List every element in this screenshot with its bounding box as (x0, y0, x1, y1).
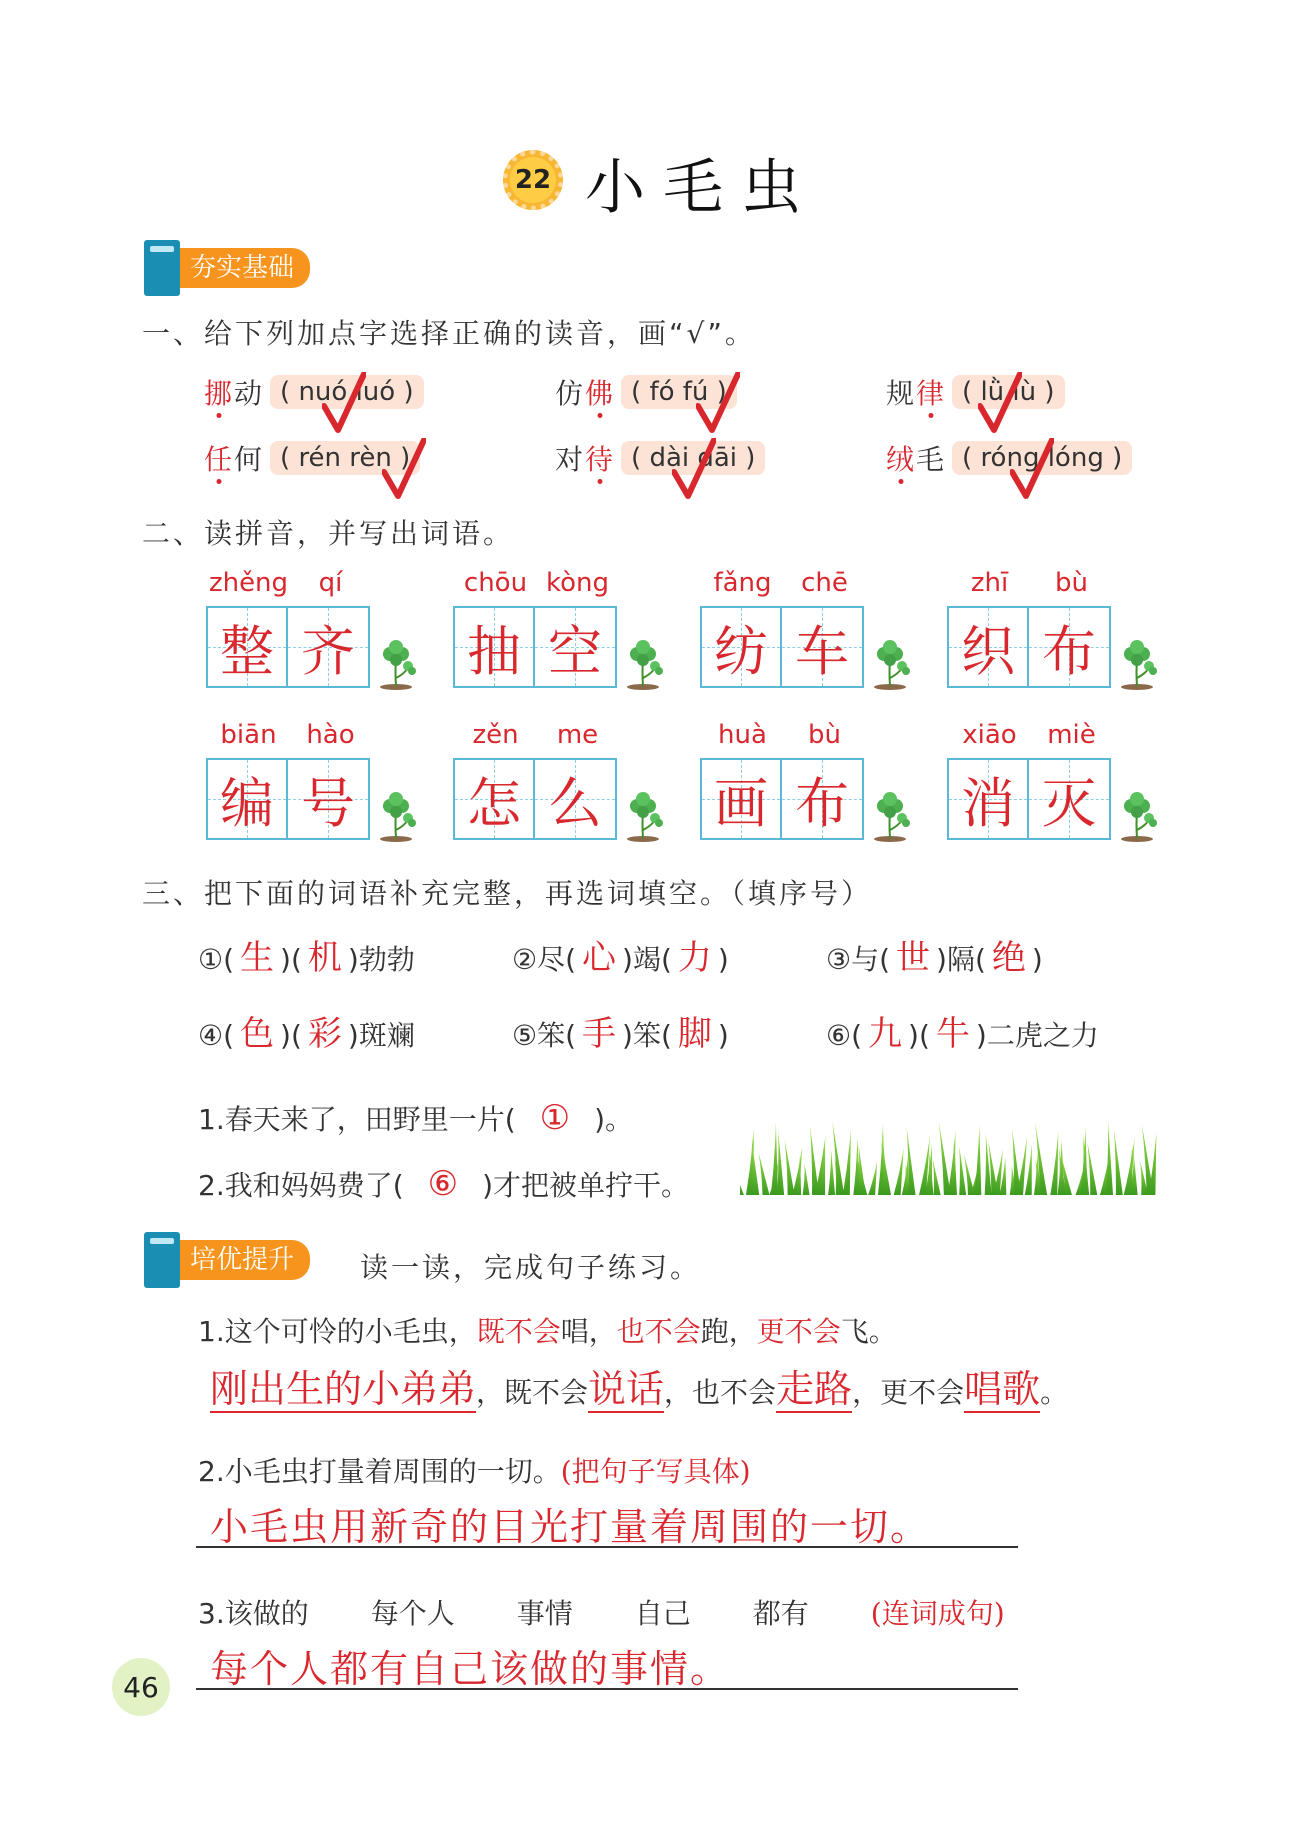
text-span: 2.小毛虫打量着周围的一切。 (198, 1455, 561, 1488)
text-span: 3.该做的 (198, 1597, 309, 1630)
text-span: 何 (234, 443, 265, 476)
pinyin-syllable: fǎng (713, 568, 772, 598)
idiom-item (512, 1006, 729, 1055)
text-span: 走路 (776, 1367, 853, 1411)
checkmark-icon (1010, 438, 1054, 500)
text-span: ⑥ (826, 1019, 852, 1052)
text-span: 。 (1040, 1376, 1069, 1409)
writing-grid[interactable] (453, 606, 617, 688)
idiom-fill-answer: 绝 (991, 938, 1026, 978)
written-character: 空 (548, 619, 603, 683)
text-span: ⑤ (512, 1019, 538, 1052)
exercise-2-answer: 小毛虫用新奇的目光打量着周围的一切。 (210, 1505, 931, 1549)
fill2-answer: ⑥ (427, 1164, 459, 1204)
text-span: 对 (555, 443, 586, 476)
dotted-character: 绒 (886, 443, 917, 476)
writing-grid[interactable] (700, 606, 864, 688)
pinyin-word-box (947, 720, 1157, 860)
idiom-fill-answer: 色 (240, 1014, 275, 1054)
exercise-3-question (198, 1592, 1005, 1632)
section-header-basics (148, 248, 310, 288)
lesson-title: 小毛虫 (585, 153, 819, 223)
text-span: 毛 (916, 443, 947, 476)
idiom-item (198, 930, 415, 979)
question-2-prompt: 二、读拼音，并写出词语。 (142, 517, 515, 550)
text-span: 都有 (752, 1597, 809, 1630)
idiom-item (826, 1006, 1099, 1055)
idiom-fill-answer: 脚 (677, 1014, 712, 1054)
pinyin-syllable: chōu (463, 568, 528, 598)
dotted-character: 任 (204, 443, 235, 476)
checkmark-icon (382, 438, 426, 500)
written-character: 号 (301, 771, 356, 835)
text-span: ( (223, 943, 235, 976)
pinyin-syllable: xiāo (962, 720, 1017, 750)
book-icon (144, 240, 180, 296)
clover-icon (1117, 790, 1157, 842)
text-span: ① (198, 943, 224, 976)
text-span: 也不会 (616, 1315, 701, 1348)
section-2-intro: 读一读，完成句子练习。 (360, 1251, 702, 1284)
pinyin-syllable: huà (718, 720, 767, 750)
written-character: 消 (961, 771, 1016, 835)
text-span: 笨( (537, 1019, 577, 1052)
pinyin-options[interactable]: ( róng lóng ) (952, 441, 1132, 475)
written-character: 齐 (301, 619, 356, 683)
pinyin-choice-item (204, 372, 424, 412)
exercise-3-answer-line (196, 1638, 1018, 1690)
dotted-character: 律 (916, 377, 947, 410)
written-character: 织 (961, 619, 1016, 683)
text-span: ( (223, 1019, 235, 1052)
checkmark-icon (672, 438, 716, 500)
written-character: 纺 (714, 619, 769, 683)
fill-sentence-2 (198, 1164, 689, 1204)
pinyin-options[interactable]: ( lǜ lù ) (952, 375, 1065, 409)
exercise-1-answer (210, 1358, 1068, 1413)
clover-icon (623, 638, 663, 690)
idiom-item (826, 930, 1043, 979)
idiom-fill-answer: 世 (896, 938, 931, 978)
fill-sentence-1 (198, 1098, 633, 1138)
text-span: 仿 (555, 377, 586, 410)
text-span: 既不会 (476, 1315, 561, 1348)
text-span: 跑， (700, 1315, 757, 1348)
text-span: ，既不会 (476, 1376, 589, 1409)
text-span: ) (717, 1019, 729, 1052)
text-span: 每个人 (370, 1597, 455, 1630)
text-span: 说话 (588, 1367, 665, 1411)
grass-illustration (740, 1115, 1160, 1195)
text-span: )( (908, 1019, 930, 1052)
text-span: ③ (826, 943, 852, 976)
section-label: 夯实基础 (174, 248, 310, 288)
text-span: 规 (886, 377, 917, 410)
pinyin-word-box (947, 568, 1157, 708)
clover-icon (870, 638, 910, 690)
idiom-fill-answer: 机 (307, 938, 342, 978)
writing-grid[interactable] (453, 758, 617, 840)
clover-icon (376, 790, 416, 842)
clover-icon (376, 638, 416, 690)
pinyin-syllable: bù (1055, 568, 1088, 598)
idiom-fill-answer: 牛 (935, 1014, 970, 1054)
writing-grid[interactable] (947, 758, 1111, 840)
idiom-fill-answer: 彩 (307, 1014, 342, 1054)
pinyin-word-box (206, 720, 416, 860)
written-character: 编 (220, 771, 275, 835)
written-character: 布 (1042, 619, 1097, 683)
pinyin-syllable: hào (306, 720, 355, 750)
written-character: 抽 (467, 619, 522, 683)
text-span: 飞。 (840, 1315, 897, 1348)
text-span: )( (280, 1019, 302, 1052)
text-span: 1.这个可怜的小毛虫， (198, 1315, 477, 1348)
pinyin-syllable: qí (318, 568, 343, 598)
idiom-fill-answer: 心 (582, 938, 617, 978)
pinyin-syllable: zěn (472, 720, 519, 750)
fill1-prefix: 1.春天来了，田野里一片( (198, 1103, 516, 1136)
pinyin-options[interactable]: ( dài dāi ) (621, 441, 765, 475)
text-span: ，也不会 (664, 1376, 777, 1409)
idiom-fill-answer: 生 (240, 938, 275, 978)
writing-grid[interactable] (206, 606, 370, 688)
written-character: 灭 (1042, 771, 1097, 835)
text-span: 更不会 (756, 1315, 841, 1348)
writing-grid[interactable] (700, 758, 864, 840)
book-icon (144, 1232, 180, 1288)
written-character: 怎 (467, 771, 522, 835)
pinyin-syllable: me (556, 720, 599, 750)
exercise-2-question (198, 1450, 751, 1490)
exercise-1-question (198, 1310, 897, 1350)
text-span: 刚出生的小弟弟 (210, 1367, 477, 1411)
section-label: 培优提升 (174, 1240, 310, 1280)
idiom-item (198, 1006, 415, 1055)
clover-icon (1117, 638, 1157, 690)
pinyin-word-box (206, 568, 416, 708)
text-span: ( (851, 1019, 863, 1052)
dotted-character: 佛 (585, 377, 616, 410)
text-span: )笨( (622, 1019, 672, 1052)
text-span: )( (280, 943, 302, 976)
text-span: ，更不会 (852, 1376, 965, 1409)
text-span: 唱歌 (964, 1367, 1041, 1411)
pinyin-choice-item (555, 438, 765, 478)
text-span: 动 (234, 377, 265, 410)
pinyin-syllable: zhěng (208, 568, 289, 598)
text-span: 与( (851, 943, 891, 976)
pinyin-syllable: zhī (970, 568, 1009, 598)
text-span: ) (717, 943, 729, 976)
writing-grid[interactable] (206, 758, 370, 840)
text-span: 事情 (516, 1597, 573, 1630)
pinyin-options[interactable]: ( rén rèn ) (270, 441, 420, 475)
text-span: )竭( (622, 943, 672, 976)
written-character: 么 (548, 771, 603, 835)
text-span: ② (512, 943, 538, 976)
dotted-character: 待 (585, 443, 616, 476)
pinyin-syllable: chē (801, 568, 848, 598)
dotted-character: 挪 (204, 377, 235, 410)
pinyin-word-box (700, 720, 910, 860)
pinyin-syllable: miè (1047, 720, 1096, 750)
pinyin-word-box (453, 568, 663, 708)
idiom-fill-answer: 力 (677, 938, 712, 978)
pinyin-syllable: bù (808, 720, 841, 750)
clover-icon (623, 790, 663, 842)
pinyin-syllable: biān (220, 720, 277, 750)
page-number: 46 (112, 1658, 170, 1716)
checkmark-icon (978, 372, 1022, 434)
fill2-prefix: 2.我和妈妈费了( (198, 1169, 404, 1202)
pinyin-options[interactable]: ( fó fú ) (621, 375, 737, 409)
pinyin-syllable: kòng (545, 568, 610, 598)
question-1-prompt: 一、给下列加点字选择正确的读音，画“√”。 (142, 317, 756, 350)
text-span: 自己 (634, 1597, 691, 1630)
pinyin-options[interactable]: ( nuó luó ) (270, 375, 424, 409)
lesson-number-badge (503, 150, 563, 210)
pinyin-word-box (700, 568, 910, 708)
text-span: (把句子写具体) (560, 1455, 751, 1488)
writing-grid[interactable] (947, 606, 1111, 688)
clover-icon (870, 790, 910, 842)
text-span: )斑斓 (347, 1019, 415, 1052)
pinyin-word-box (453, 720, 663, 860)
question-3-prompt: 三、把下面的词语补充完整，再选词填空。（填序号） (142, 877, 873, 910)
written-character: 整 (220, 619, 275, 683)
checkmark-icon (696, 372, 740, 434)
idiom-fill-answer: 九 (868, 1014, 903, 1054)
lesson-number: 22 (514, 165, 552, 195)
text-span: 唱， (560, 1315, 617, 1348)
text-span: )勃勃 (347, 943, 415, 976)
text-span: 尽( (537, 943, 577, 976)
fill2-suffix: )才把被单拧干。 (482, 1169, 690, 1202)
checkmark-icon (322, 372, 366, 434)
text-span: ④ (198, 1019, 224, 1052)
idiom-item (512, 930, 729, 979)
idiom-fill-answer: 手 (582, 1014, 617, 1054)
written-character: 车 (795, 619, 850, 683)
written-character: 布 (795, 771, 850, 835)
exercise-3-answer: 每个人都有自己该做的事情。 (210, 1647, 731, 1691)
text-span: )二虎之力 (975, 1019, 1099, 1052)
section-header-advance (148, 1240, 310, 1280)
exercise-2-answer-line (196, 1496, 1018, 1548)
text-span: ) (1031, 943, 1043, 976)
written-character: 画 (714, 771, 769, 835)
fill1-answer: ① (539, 1098, 571, 1138)
fill1-suffix: )。 (594, 1103, 634, 1136)
pinyin-choice-item (886, 372, 1065, 412)
text-span: )隔( (936, 943, 986, 976)
text-span: (连词成句) (870, 1597, 1005, 1630)
